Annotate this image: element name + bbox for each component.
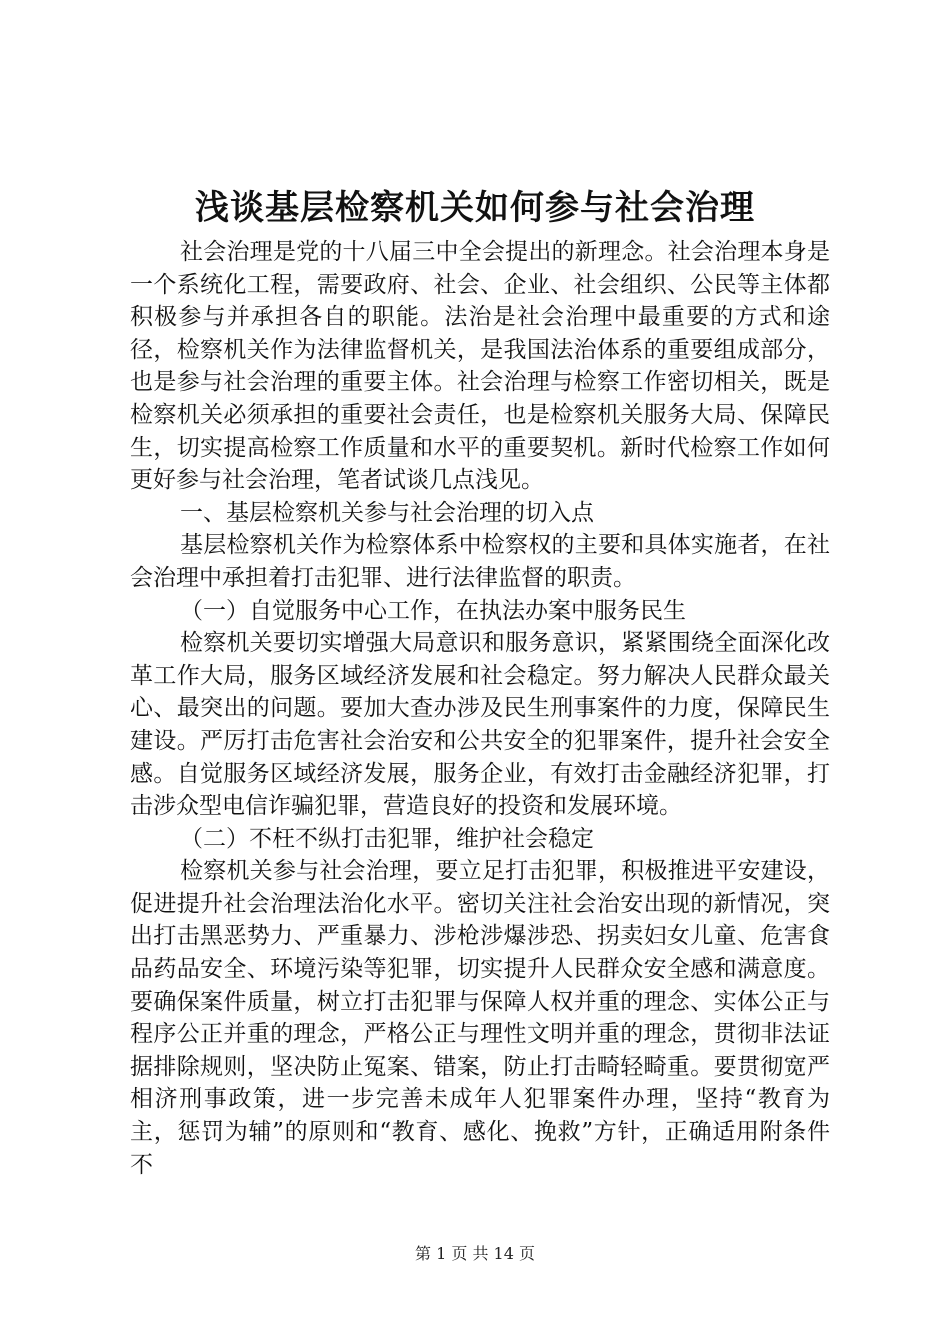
document-title: 浅谈基层检察机关如何参与社会治理 <box>195 188 755 228</box>
paragraph-intro: 社会治理是党的十八届三中全会提出的新理念。社会治理本身是一个系统化工程，需要政府、社会、企业、社会组织、公民等主体都积极参与并承担各自的职能。法治是社会治理中最重要的方式和途径，检察机关作为法律监督机关，是我国法治体系的重要组成部分，也是参与社会治理的重要主体。社会治理与检察工作密切相关，既是检察机关必须承担的重要社会责任，也是检察机关服务大局、保障民生，切实提高检察工作质量和水平的重要契机。新时代检察工作如何更好参与社会治理，笔者试谈几点浅见。 <box>130 239 830 494</box>
page-number-footer: 第 1 页 共 14 页 <box>415 1244 535 1263</box>
document-body <box>130 236 830 1181</box>
paragraph-subsection-1: 检察机关要切实增强大局意识和服务意识，紧紧围绕全面深化改革工作大局，服务区域经济发展和社会稳定。努力解决人民群众最关心、最突出的问题。要加大查办涉及民生刑事案件的力度，保障民生建设。严厉打击危害社会治安和公共安全的犯罪案件，提升社会安全感。自觉服务区域经济发展，服务企业，有效打击金融经济犯罪，打击涉众型电信诈骗犯罪，营造良好的投资和发展环境。 <box>130 630 830 820</box>
section-heading-1: 一、基层检察机关参与社会治理的切入点 <box>180 499 594 526</box>
subsection-heading-2: （二）不枉不纵打击犯罪，维护社会稳定 <box>180 825 594 852</box>
paragraph-section-1: 基层检察机关作为检察体系中检察权的主要和具体实施者，在社会治理中承担着打击犯罪、进行法律监督的职责。 <box>130 532 830 591</box>
paragraph-subsection-2: 检察机关参与社会治理，要立足打击犯罪，积极推进平安建设，促进提升社会治理法治化水平。密切关注社会治安出现的新情况，突出打击黑恶势力、严重暴力、涉枪涉爆涉恐、拐卖妇女儿童、危害食品药品安全、环境污染等犯罪，切实提升人民群众安全感和满意度。要确保案件质量，树立打击犯罪与保障人权并重的理念、实体公正与程序公正并重的理念，严格公正与理性文明并重的理念，贯彻非法证据排除规则，坚决防止冤案、错案，防止打击畸轻畸重。要贯彻宽严相济刑事政策，进一步完善未成年人犯罪案件办理，坚持“教育为主，惩罚为辅”的原则和“教育、感化、挽救”方针，正确适用附条件不 <box>130 858 830 1178</box>
subsection-heading-1: （一）自觉服务中心工作，在执法办案中服务民生 <box>180 597 686 624</box>
